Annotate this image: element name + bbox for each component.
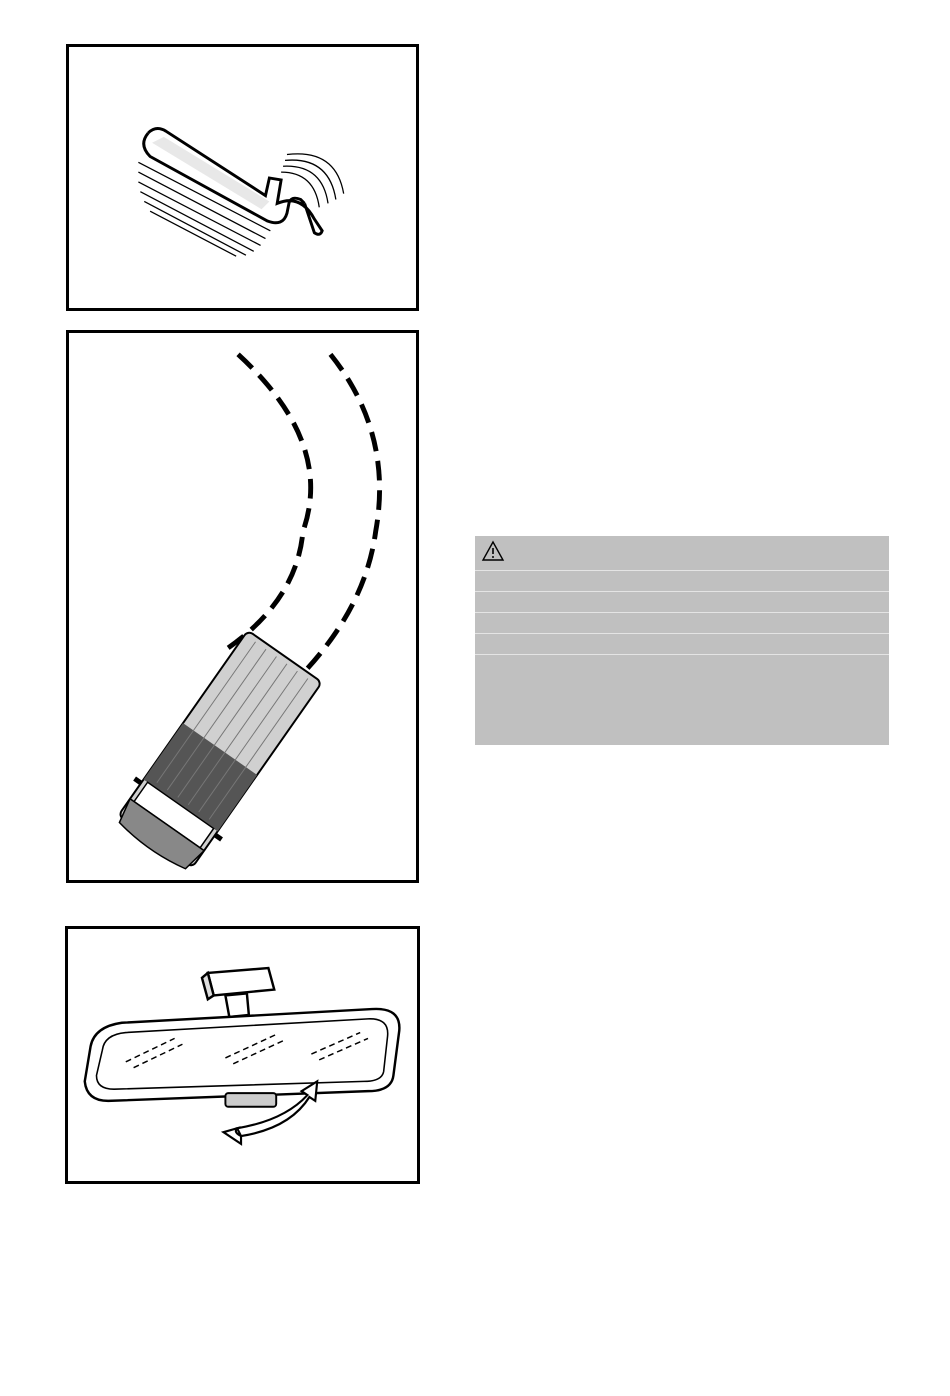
figure-vehicle-path	[66, 330, 419, 883]
lever-icon	[69, 47, 416, 308]
warning-body	[475, 654, 889, 745]
rearview-mirror-icon	[68, 929, 417, 1181]
warning-triangle-icon	[481, 540, 505, 562]
figure-rearview-mirror	[65, 926, 420, 1184]
warning-line	[475, 633, 889, 654]
warning-line	[475, 612, 889, 633]
vehicle-curve-path-icon	[69, 333, 416, 880]
warning-box	[475, 536, 889, 745]
figure-lever	[66, 44, 419, 311]
warning-line	[475, 570, 889, 591]
warning-header	[475, 536, 889, 570]
warning-line	[475, 591, 889, 612]
